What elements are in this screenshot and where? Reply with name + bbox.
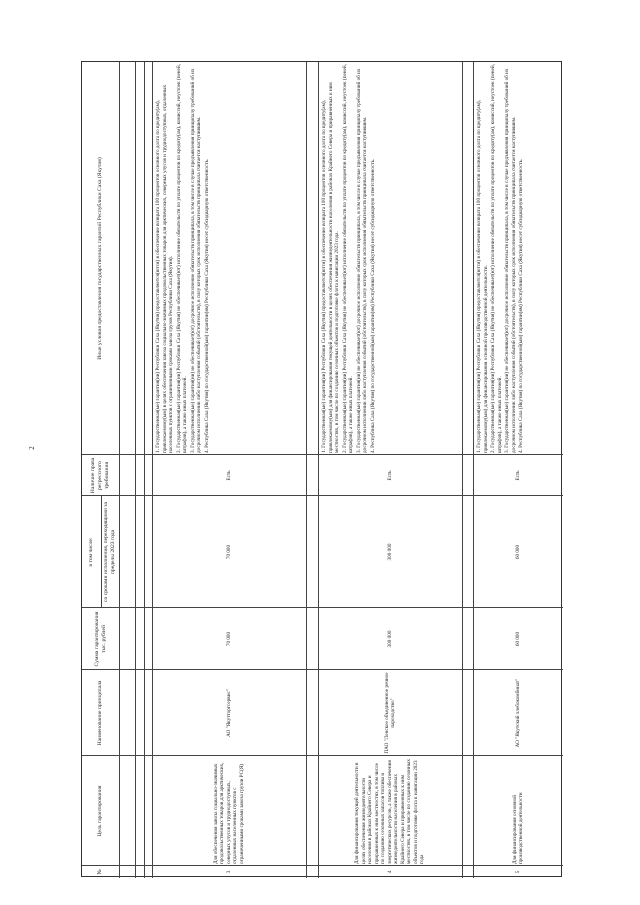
header-purpose: Цель гарантирования bbox=[97, 785, 103, 837]
row-incl: 300 000 bbox=[386, 543, 393, 561]
row-regress: Есть bbox=[225, 470, 232, 481]
header-incl-sub: со сроками исполнения, переходящими за пределы 2023 года bbox=[103, 502, 116, 602]
header-principal: Наименование принципала bbox=[97, 680, 103, 746]
row-purpose: Для финансирования основной производственной деятельности bbox=[511, 792, 524, 864]
condition-text: 3. Государственная(ые) гарантия(ии) не обеспечивает(ют) досрочное исполнение обязательств принципала, в том числе в случае предъявления принципалу требований об их досрочном исполнении либо наступления событий (обстоятельств), в силу которых срок исполнения обязательств принципала считается наступившим. bbox=[355, 68, 368, 453]
condition-text: 2. Государственная(ые) гарантия(ии) Республики Саха (Якутия) не обеспечивает(ют) исполнение обязательств по уплате процентов по кредиту(ам), комиссий, неустоек (пеней, штрафов), а также иных платежей. bbox=[490, 64, 503, 453]
row-amount: 70 000 bbox=[225, 631, 232, 647]
header-regress: Наличие права регрессного требования bbox=[90, 457, 110, 494]
condition-text: 3. Государственная(ые) гарантия(ии) не обеспечивает(ют) досрочное исполнение обязательств принципала, в том числе в случае предъявления принципалу требований об их досрочном исполнении либо наступления событий (обстоятельств), в силу которых срок исполнения обязательств принципала считается наступившим. bbox=[189, 68, 202, 453]
condition-text: 1. Государственная(ые) гарантия(ии) Республики Саха (Якутия) предоставляется(ются) в обеспечение возврата 100 процентов основного долга по кредиту(ам), привлекаемому(ым) в целях обеспечения завоза социально-значимых продовольственных товаров для арктических, северных улусов и труднодоступных, отдаленных населенных пунктов с ограниченными сроками завоза грузов Республики Саха (Якутия). bbox=[155, 84, 174, 453]
row-number: 5 bbox=[514, 870, 521, 874]
condition-text: 4. Республика Саха (Якутия) по государственной(ым) гарантии(ям) Республики Саха (Якутия) несет субсидиарную ответственность. bbox=[369, 158, 376, 453]
row-principal: АО "Якутский хлебокомбинат" bbox=[514, 678, 521, 748]
condition-text: 1. Государственная(ые) гарантия(ии) Республики Саха (Якутия) предоставляется(ются) в обеспечение возврата 100 процентов основного долга по кредиту(ам), привлекаемому(ым) для финансирования текущей деятельности в целях обеспечения жизнедеятельности населения в районах Крайнего Севера и приравненных к ним местностях, в том числе по созданию сезонных объектов и подготовке флота к навигации 2023 года. bbox=[321, 82, 340, 453]
row-amount: 300 000 bbox=[386, 630, 393, 648]
row-regress: Есть bbox=[514, 470, 521, 481]
row-principal: АО "Якутторгсервис" bbox=[225, 689, 232, 737]
row-conditions bbox=[320, 62, 462, 455]
table-rotated-content bbox=[82, 62, 563, 878]
header-amount: Сумма гарантирования тыс. рублей bbox=[93, 611, 107, 667]
row-purpose: Для финансирования текущей деятельности в целях обеспечения жизнедеятельности населения в районах Крайнего Севера и приравненных к ним местностях, в том числе по созданию сезонных запасов топлива и энергетических ресурсов, а также обеспечения жизнедеятельности населения в районах Крайнего Севера и приравненных к ним местностях, в том числе по созданию сезонных объектов и подготовке флота к навигации 2023 года bbox=[354, 759, 426, 864]
condition-text: 4. Республика Саха (Якутия) по государственной(ым) гарантии(ям) Республики Саха (Якутия) несет субсидиарную ответственность. bbox=[518, 158, 524, 453]
row-principal: ПАО "Ленское объединенное речное пароходство" bbox=[383, 672, 396, 754]
condition-text: 3. Государственная(ые) гарантия(ии) не обеспечивает(ют) досрочное исполнение обязательств принципала, в том числе в случае предъявления принципалу требований об их досрочном исполнении либо наступления событий (обстоятельств), в силу которых срок исполнения обязательств принципала считается наступившим. bbox=[504, 68, 517, 453]
header-conditions: Иные условия предоставления государственных гарантий Республики Саха (Якутия) bbox=[97, 157, 103, 360]
row-number: 3 bbox=[225, 870, 232, 874]
row-regress: Есть bbox=[386, 470, 393, 481]
row-number: 4 bbox=[386, 870, 393, 874]
header-num: № bbox=[97, 869, 103, 875]
page-number: 2 bbox=[27, 446, 36, 450]
row-conditions bbox=[154, 62, 306, 455]
guarantees-table bbox=[81, 61, 562, 877]
header-incl: в том числе: bbox=[88, 537, 94, 567]
condition-text: 2. Государственная(ые) гарантия(ии) Республики Саха (Якутия) не обеспечивает(ют) исполнение обязательств по уплате процентов по кредиту(ам), комиссий, неустоек (пеней, штрафов), а также иных платежей. bbox=[175, 64, 188, 453]
row-conditions bbox=[475, 62, 563, 455]
row-amount: 60 000 bbox=[514, 631, 521, 647]
row-purpose: Для обеспечения завоза социально-значимых продовольственных товаров для арктических, северных улусов и труднодоступных, отдаленных населенных пунктов с ограниченными сроками завоза грузов РС(Я) bbox=[212, 762, 245, 864]
condition-text: 1. Государственная(ые) гарантия(ии) Республики Саха (Якутия) предоставляется(ются) в обеспечение возврата 100 процентов основного долга по кредиту(ам), привлекаемому(ым) для финансирования основной производственной деятельности. bbox=[476, 100, 489, 453]
condition-text: 2. Государственная(ые) гарантия(ии) Республики Саха (Якутия) не обеспечивает(ют) исполнение обязательств по уплате процентов по кредиту(ам), комиссий, неустоек (пеней, штрафов), а также иных платежей. bbox=[341, 64, 354, 453]
condition-text: 4. Республика Саха (Якутия) по государственной(ым) гарантии(ям) Республики Саха (Якутия) несет субсидиарную ответственность. bbox=[203, 158, 210, 453]
row-incl: 70 000 bbox=[225, 544, 232, 560]
row-incl: 60 000 bbox=[514, 544, 521, 560]
